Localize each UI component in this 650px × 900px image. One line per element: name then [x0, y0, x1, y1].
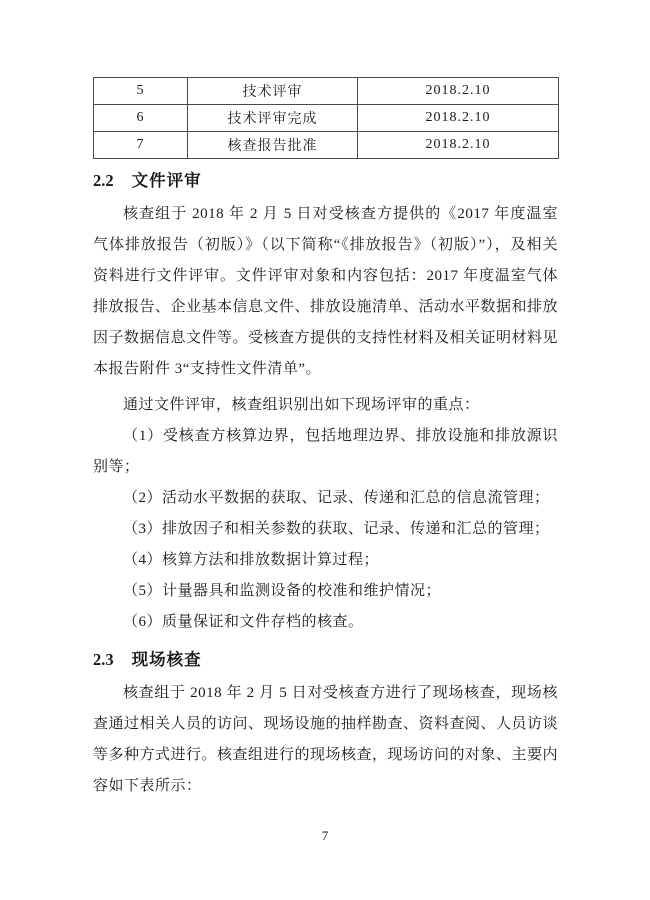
section-title: 现场核查: [131, 650, 202, 669]
section-number: 2.2: [93, 171, 114, 190]
focus-item: （6）质量保证和文件存档的核查。: [123, 614, 364, 630]
section-title: 文件评审: [131, 171, 202, 190]
table-row: [94, 78, 559, 105]
section-number: 2.3: [93, 650, 114, 669]
date-cell: 2018.2.10: [358, 78, 559, 105]
focus-item: （3）排放因子和相关参数的获取、记录、传递和汇总的管理；: [123, 521, 550, 537]
focus-item: （1）受核查方核算边界，包括地理边界、排放设施和排放源识别等；: [93, 428, 558, 475]
focus-item: （2）活动水平数据的获取、记录、传递和汇总的信息流管理；: [123, 490, 550, 506]
table-row: [94, 132, 559, 159]
activity-cell: 技术评审完成: [188, 105, 358, 132]
verification-schedule-table: [93, 77, 559, 159]
row-number-cell: 7: [94, 132, 188, 159]
paragraph-focus-lead: 通过文件评审，核查组识别出如下现场评审的重点：: [123, 397, 480, 413]
paragraph-document-review-intro: 核查组于 2018 年 2 月 5 日对受核查方提供的《2017 年度温室气体排放报告（初版）》（以下简称“《排放报告》（初版）”），及相关资料进行文件评审。文件评审对象和内容包括：2017 年度温室气体排放报告、企业基本信息文件、排放设施清单、活动水平数据和排放因子数据信息文件等。受核查方提供的支持性材料及相关证明材料见本报告附件 3“支持性文件清单”。: [93, 206, 559, 377]
row-number-cell: 6: [94, 105, 188, 132]
row-number-cell: 5: [94, 78, 188, 105]
page-number: 7: [321, 828, 329, 843]
focus-item: （4）核算方法和排放数据计算过程；: [123, 552, 380, 568]
section-heading-onsite-verification: [93, 648, 558, 672]
activity-cell: 核查报告批准: [188, 132, 358, 159]
focus-item: （5）计量器具和监测设备的校准和维护情况；: [123, 583, 442, 599]
table-row: [94, 105, 559, 132]
page-content: [93, 0, 558, 802]
paragraph-onsite-verification-intro: 核查组于 2018 年 2 月 5 日对受核查方进行了现场核查，现场核查通过相关人员的访问、现场设施的抽样勘查、资料查阅、人员访谈等多种方式进行。核查组进行的现场核查，现场访问的对象、主要内容如下表所示：: [93, 685, 559, 794]
section-heading-document-review: [93, 169, 558, 193]
activity-cell: 技术评审: [188, 78, 358, 105]
date-cell: 2018.2.10: [358, 105, 559, 132]
date-cell: 2018.2.10: [358, 132, 559, 159]
